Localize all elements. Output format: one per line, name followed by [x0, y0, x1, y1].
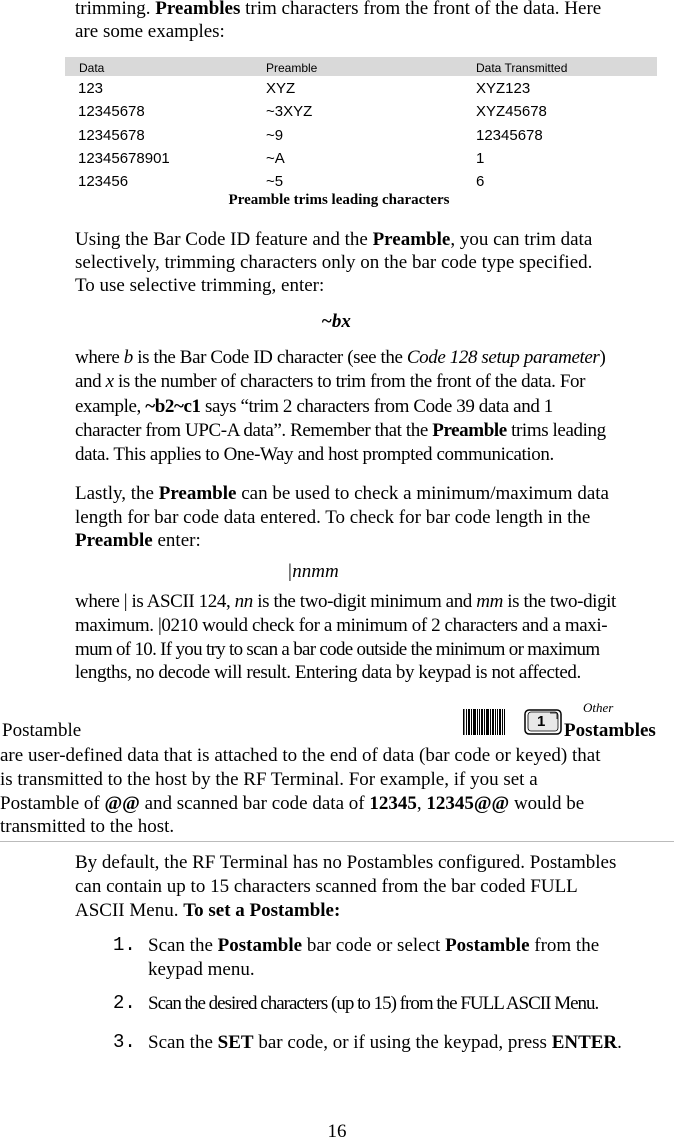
postambles-bold: Postambles	[564, 720, 656, 741]
step-number: 3.	[113, 1031, 136, 1053]
table-cell: 1	[476, 150, 485, 167]
table-header-preamble: Preamble	[266, 61, 318, 75]
postamble-line-4: Postamble of @@ and scanned bar code data of 12345, 12345@@ would be	[0, 793, 585, 814]
table-cell: ~3XYZ	[266, 103, 313, 120]
table-cell: ~5	[266, 173, 284, 190]
table-cell: ~9	[266, 127, 284, 144]
step-2-text: Scan the desired characters (up to 15) from the FULL ASCII Menu.	[148, 993, 599, 1014]
table-cell: 6	[476, 173, 485, 190]
table-cell: XYZ123	[476, 80, 531, 97]
selective-where-5: data. This applies to One-Way and host prompted communication.	[75, 444, 554, 465]
table-cell: 12345678	[78, 103, 145, 120]
step-number: 2.	[113, 992, 136, 1014]
selective-line-2: selectively, trimming characters only on the bar code type specified.	[75, 252, 593, 273]
postamble-line-5: transmitted to the host.	[0, 816, 175, 837]
length-where-4: lengths, no decode will result. Entering data by keypad is not affected.	[75, 662, 581, 683]
length-line-3: Preamble enter:	[75, 530, 201, 551]
table-cell: XYZ	[266, 80, 296, 97]
postamble-line-2: are user-defined data that is attached to the end of data (bar code or keyed) that	[0, 745, 601, 766]
intro-line-2: are some examples:	[75, 21, 225, 42]
selective-line-1: Using the Bar Code ID feature and the Preamble, you can trim data	[75, 229, 593, 250]
defaults-line-3: ASCII Menu. To set a Postamble:	[75, 900, 341, 921]
keypad-key-label: 1	[537, 713, 546, 730]
table-cell: 12345678901	[78, 150, 170, 167]
step-3-text: Scan the SET bar code, or if using the keypad, press ENTER.	[148, 1032, 622, 1053]
table-cell: 12345678	[476, 127, 543, 144]
selective-where-1: where b is the Bar Code ID character (see the Code 128 setup parameter)	[75, 347, 606, 368]
intro-line-1: trimming. Preambles trim characters from the front of the data. Here	[75, 0, 602, 19]
length-where-2: maximum. |0210 would check for a minimum of 2 characters and a maxi-	[75, 615, 608, 636]
divider	[0, 841, 674, 842]
table-header-data: Data	[79, 61, 105, 75]
length-line-2: length for bar code data entered. To check for bar code length in the	[75, 507, 591, 528]
selective-line-3: To use selective trimming, enter:	[75, 275, 325, 296]
step-1-line-1: Scan the Postamble bar code or select Postamble from the	[148, 935, 600, 956]
selective-where-4: character from UPC-A data”. Remember that the Preamble trims leading	[75, 420, 606, 441]
length-where-1: where | is ASCII 124, nn is the two-digit minimum and mm is the two-digit	[75, 591, 616, 612]
selective-formula: ~bx	[321, 311, 351, 332]
table-header-transmitted: Data Transmitted	[476, 61, 568, 75]
postamble-line-3: is transmitted to the host by the RF Terminal. For example, if you set a	[0, 769, 538, 790]
other-label: Other	[583, 700, 614, 715]
step-number: 1.	[113, 934, 136, 956]
table-cell: ~A	[266, 150, 285, 167]
selective-where-2: and x is the number of characters to trim from the front of the data. For	[75, 371, 586, 392]
length-where-3: mum of 10. If you try to scan a bar code outside the minimum or maximum	[75, 639, 600, 660]
length-line-1: Lastly, the Preamble can be used to check a minimum/maximum data	[75, 483, 609, 504]
table-cell: 123	[78, 80, 104, 97]
barcode-icon	[463, 709, 505, 735]
step-1-line-2: keypad menu.	[148, 959, 255, 980]
postamble-heading: Postamble	[2, 720, 82, 741]
table-header-bar	[65, 57, 657, 76]
keypad-key-icon	[524, 708, 564, 736]
selective-where-3: example, ~b2~c1 says “trim 2 characters from Code 39 data and 1	[75, 396, 553, 417]
table-caption: Preamble trims leading characters	[228, 192, 450, 208]
defaults-line-2: can contain up to 15 characters scanned from the bar coded FULL	[75, 876, 578, 897]
defaults-line-1: By default, the RF Terminal has no Postambles configured. Postambles	[75, 852, 617, 873]
table-cell: 123456	[78, 173, 129, 190]
page-number: 16	[327, 1121, 347, 1142]
length-formula: |nnmm	[287, 561, 339, 582]
table-cell: 12345678	[78, 127, 145, 144]
table-cell: XYZ45678	[476, 103, 547, 120]
